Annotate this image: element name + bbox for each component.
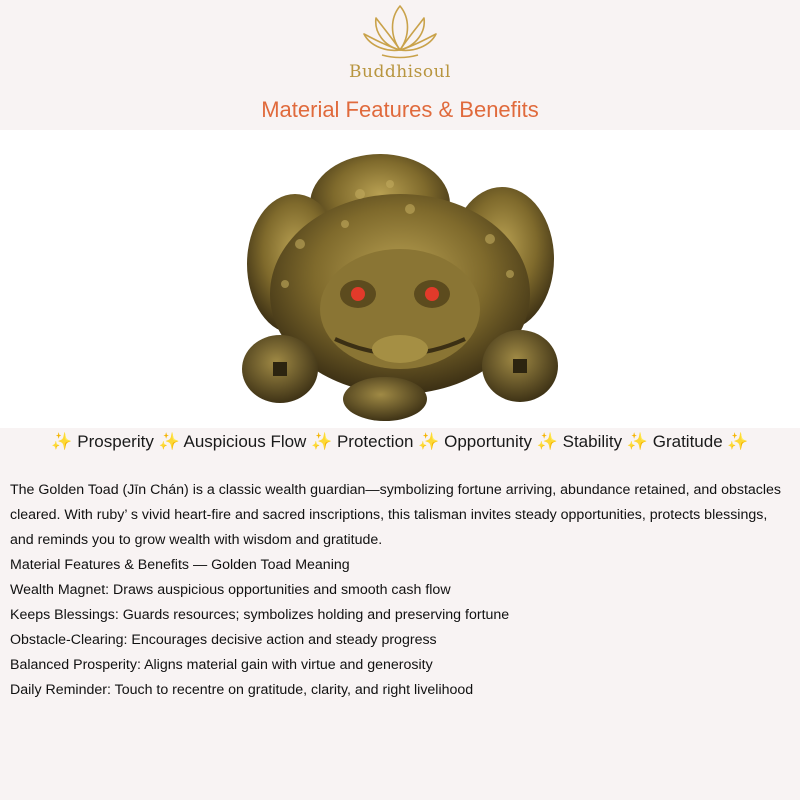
product-photo (0, 130, 800, 428)
golden-toad-figurine (240, 144, 560, 422)
product-description (10, 478, 794, 703)
feature-item: Daily Reminder: Touch to recentre on gratitude, clarity, and right livelihood (10, 682, 474, 698)
description-paragraph: The Golden Toad (Jīn Chán) is a classic wealth guardian—symbolizing fortune arriving, abundance retained, and obstacles cleared. With ruby’ s vivid heart-fire and sacred inscriptions, this talisman invites steady opportunities, protects blessings, and reminds you to grow wealth with wisdom and gratitude. (10, 482, 782, 548)
features-heading: Material Features & Benefits — Golden Toad Meaning (10, 557, 350, 573)
section-title: Material Features & Benefits (261, 97, 539, 122)
feature-item: Keeps Blessings: Guards resources; symbolizes holding and preserving fortune (10, 607, 510, 623)
feature-item: Wealth Magnet: Draws auspicious opportunities and smooth cash flow (10, 582, 451, 598)
header (0, 0, 800, 130)
brand-name: Buddhisoul (349, 62, 451, 82)
feature-item: Balanced Prosperity: Aligns material gain with virtue and generosity (10, 657, 433, 673)
lotus-icon (362, 2, 438, 60)
feature-item: Obstacle-Clearing: Encourages decisive action and steady progress (10, 632, 437, 648)
benefits-tagline: ✨ Prosperity ✨ Auspicious Flow ✨ Protection ✨ Opportunity ✨ Stability ✨ Gratitude ✨ (51, 432, 749, 451)
